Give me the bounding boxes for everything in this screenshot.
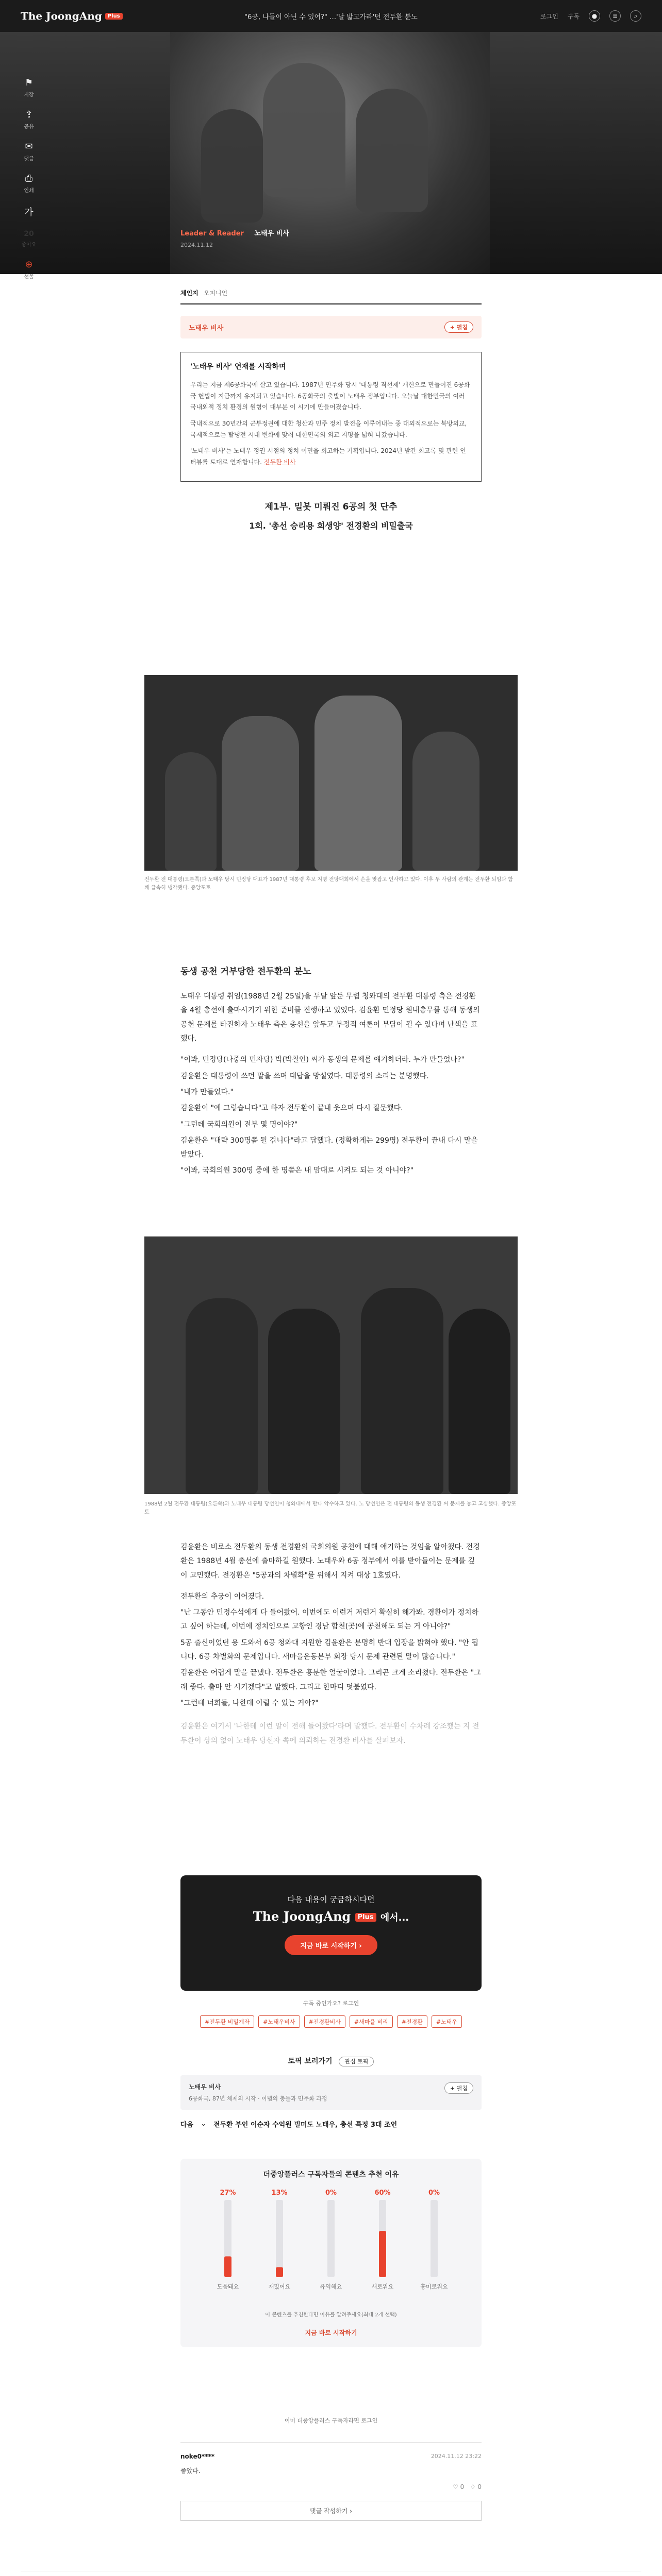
paragraph: "그런데 너희들, 나한테 이럴 수 있는 거야?" [180, 1699, 319, 1707]
chevron-down-icon: ⌄ [201, 2120, 207, 2128]
survey-question: 더중앙플러스 구독자들의 콘텐츠 추천 이유 [263, 2171, 399, 2179]
breadcrumb-item[interactable]: 체인지 [180, 290, 198, 297]
paywall-login-note[interactable]: 구독 중인가요? 로그인 [303, 2000, 359, 2007]
comment-icon: ✉ [25, 141, 33, 152]
subscribe-cta-button[interactable]: 지금 바로 시작하기 › [285, 1935, 377, 1955]
hero-section[interactable]: 노태우 비사 [254, 230, 289, 238]
dislike-icon[interactable]: ♢ [470, 2483, 476, 2490]
article-text [180, 963, 482, 1180]
paragraph: 김윤환은 대통령이 쓰던 말을 쓰며 대답을 망설였다. 대통령의 소리는 분명했다. [180, 1072, 429, 1080]
article-toolbar [18, 77, 40, 280]
paragraph: "이봐, 국회의원 300명 중에 한 명쯤은 내 맘대로 시켜도 되는 것 아니야?" [180, 1166, 414, 1175]
intro-paragraph: 국내적으로 30년간의 군부정권에 대한 청산과 민주 정치 발전을 이루어내는 중 대외적으로는 북방외교, 국제적으로는 탈냉전 시대 변화에 맞춰 대한민국의 외교 지평을 넓혀 나갔습니다. [190, 419, 467, 438]
comment-section [180, 2442, 482, 2521]
bar-value-label: 27% [220, 2189, 236, 2197]
bookmark-button[interactable]: ⚑ 저장 [24, 77, 34, 98]
bar-category-label: 흥미로워요 [420, 2283, 448, 2290]
intro-title: '노태우 비사' 연재를 시작하며 [190, 363, 286, 371]
bar-track [327, 2200, 335, 2277]
header-article-title: "6공, 나들이 아닌 수 있어?" …'날 밟고가라'던 전두환 분노 [244, 13, 418, 21]
photo-caption: 1988년 2월 전두환 대통령(오른쪽)과 노태우 대통령 당선인이 청와대에서 만나 악수하고 있다. 노 당선인은 전 대통령의 동생 전경환 씨 문제를 놓고 고심했다. 중앙포토 [144, 1501, 517, 1515]
write-comment-button[interactable]: 댓글 작성하기 › [180, 2501, 482, 2521]
share-icon: ⇪ [25, 109, 33, 120]
topic-heading: 토픽 보러가기 [288, 2057, 333, 2065]
comment-dislike-count: 0 [477, 2483, 482, 2490]
gift-button[interactable]: ⊕ 선물 [24, 259, 34, 280]
survey-cta-link[interactable]: 지금 바로 시작하기 [305, 2329, 357, 2336]
paywall-box [180, 1875, 482, 1991]
paragraph: "난 그동안 민정수석에게 다 들어왔어. 이번에도 이런거 저런거 확실히 해가봐. 경환이가 정치하고 싶어 하는데, 이번에 정치인으로 고향인 경남 합천(곳)에 공천해도 되는 거 아니야?" [180, 1608, 479, 1631]
comment-text: 좋았다. [180, 2467, 201, 2475]
top-navigation-bar [0, 0, 662, 32]
intro-paragraph: 우리는 지금 제6공화국에 살고 있습니다. 1987년 민주화 당시 '대통령 직선제' 개헌으로 만들어진 6공화국 헌법이 지금까지 유지되고 있습니다. 6공화국의 출발이 노태우 정부입니다. 오늘날 대한민국의 여러 국내외적 정치 환경의 원형이 대부분 이 시기에 만들어졌습니다. [190, 381, 470, 411]
survey-footnote: 이 콘텐츠를 추천한다면 이유를 알려주세요(최대 2개 선택) [265, 2312, 397, 2318]
intro-link[interactable]: 전두환 비사 [263, 458, 296, 466]
tag-chip[interactable]: #새마을 비리 [350, 2015, 393, 2028]
paragraph: 김윤환이 "예 그렇습니다"고 하자 전두환이 끝내 웃으며 다시 질문했다. [180, 1104, 403, 1113]
plus-badge: Plus [355, 1913, 376, 1922]
menu-icon[interactable]: ≡ [609, 10, 621, 22]
photo-caption: 전두환 전 대통령(오른쪽)과 노태우 당시 민정당 대표가 1987년 대통령 후보 지명 전당대회에서 손을 맞잡고 인사하고 있다. 이후 두 사람의 관계는 전두환 퇴임과 함께 급속히 냉각됐다. 중앙포토 [144, 877, 513, 891]
share-button[interactable]: ⇪ 공유 [24, 109, 34, 130]
search-icon[interactable]: ⌕ [630, 10, 641, 22]
like-icon[interactable]: ♡ [453, 2483, 458, 2490]
article-photo [144, 675, 518, 871]
faded-paragraph: 김윤환은 여기서 '나한테 이런 말이 전해 들어왔다'라며 말했다. 전두환이 수차례 강조했는 지 전두환이 상의 없이 노태우 당선자 쪽에 의뢰하는 전경환 비사를 살펴보자. [180, 1722, 479, 1745]
paragraph: 5공 출신이었던 용 도와서 6공 청와대 지원한 김윤환은 분명히 반대 입장을 밝혀야 했다. "안 됩니다. 6공 차별화의 문제입니다. 새마을운동본부 회장 당시 문제 관련된 말이 많습니다." [180, 1638, 478, 1662]
font-size-button[interactable] [24, 205, 33, 218]
font-size-icon: 가 [24, 207, 34, 218]
paywall-brand: The JoongAng Plus 에서... [253, 1909, 409, 1924]
series-card-subtitle: 6공화국, 87년 체제의 시작 · 이념의 충돌과 민주화 과정 [189, 2095, 327, 2102]
print-button[interactable]: ⎙ 인쇄 [24, 173, 34, 194]
intro-paragraph: '노태우 비사'는 노태우 정권 시절의 정치 이면을 회고하는 기획입니다. 2024년 발간 회고록 및 관련 인터뷰를 토대로 연재합니다. 전두환 비사 [190, 447, 466, 466]
paragraph: 김윤환은 "대략 300명쯤 될 겁니다"라고 답했다. (정확하게는 299명) 전두환이 끝내 다시 말을 받았다. [180, 1136, 478, 1159]
tag-chip[interactable]: #전경환 [397, 2015, 427, 2028]
print-icon: ⎙ [25, 173, 33, 184]
section-heading: 동생 공천 거부당한 전두환의 분노 [180, 967, 311, 977]
survey-login-note[interactable]: 이미 더중앙플러스 구독자라면 로그인 [284, 2417, 378, 2424]
user-icon[interactable]: ● [589, 10, 600, 22]
bar-3 [379, 2231, 386, 2277]
article-body [180, 289, 482, 531]
series-banner[interactable] [180, 316, 482, 338]
paragraph: "이봐, 민정당(나중의 민자당) 박(박철언) 씨가 동생의 문제를 얘기하더라. 누가 만들었나?" [180, 1056, 465, 1064]
tag-chip[interactable]: #노태우 [432, 2015, 462, 2028]
topic-navigation [180, 2056, 482, 2129]
paragraph: 전두환의 추궁이 이어졌다. [180, 1592, 264, 1601]
comment-author: noke0**** [180, 2453, 215, 2460]
bar-category-label: 재밌어요 [268, 2283, 291, 2290]
hero-image [0, 32, 662, 274]
hero-date: 2024.11.12 [180, 242, 213, 248]
bar-track [276, 2200, 283, 2277]
bar-track [431, 2200, 438, 2277]
bar-value-label: 60% [374, 2189, 391, 2197]
comment-like-count: 0 [460, 2483, 465, 2490]
next-title: 전두환 부인 이순자 수억원 빌미도 노태우, 총선 특정 3대 조언 [213, 2121, 398, 2129]
series-card-toggle[interactable]: + 펼침 [444, 2082, 473, 2094]
plus-badge: Plus [105, 13, 123, 20]
series-toggle-button[interactable]: + 펼침 [444, 321, 473, 333]
breadcrumb [180, 289, 482, 304]
paywall-line: 다음 내용이 궁금하시다면 [287, 1895, 375, 1904]
subscribe-link[interactable]: 구독 [567, 12, 580, 20]
hero-kicker: Leader & Reader [180, 230, 244, 238]
bar-value-label: 13% [271, 2189, 288, 2197]
episode-title: 1회. '총선 승리용 희생양' 전경환의 비밀출국 [249, 521, 413, 531]
breadcrumb-item[interactable]: 오피니언 [203, 290, 228, 297]
article-text [180, 1540, 482, 1750]
series-card-title: 노태우 비사 [189, 2083, 221, 2091]
series-card[interactable] [180, 2075, 482, 2110]
comment-date: 2024.11.12 23:22 [431, 2453, 482, 2460]
next-label: 다음 [180, 2121, 194, 2129]
site-logo[interactable] [21, 10, 123, 22]
comment-button[interactable]: ✉ 댓글 [24, 141, 34, 162]
bar-category-label: 새로워요 [371, 2283, 394, 2290]
bar-value-label: 0% [428, 2189, 440, 2197]
tag-chip[interactable]: #전경환비사 [304, 2015, 345, 2028]
series-label: 노태우 비사 [189, 324, 224, 332]
paragraph: 노태우 대통령 취임(1988년 2월 25일)을 두달 앞둔 무렵 청와대의 전두환 대통령 측은 전경환을 4월 총선에 출마시키기 위한 준비를 진행하고 있었다. 김윤환 민정당 원내총무를 통해 동생의 공천 문제를 타진하자 노태우 측은 총선을 앞두고 부정적 여론이 부담이 될 수 있다며 난색을 표했다. [180, 992, 480, 1043]
bar-category-label: 도움돼요 [217, 2283, 239, 2290]
paragraph: 김윤환은 비로소 전두환의 동생 전경환의 국회의원 공천에 대해 얘기하는 것임을 알아챘다. 전경환은 1988년 4월 총선에 출마하길 원했다. 노태우와 6공 정부에서 이를 받아들이는 문제를 깊이 고민했다. 전경환은 "5공과의 차별화"를 위해서 지켜 대상 1호였다. [180, 1543, 480, 1580]
topic-follow-button[interactable]: 관심 토픽 [339, 2057, 374, 2066]
next-article-link[interactable] [180, 2119, 482, 2129]
tag-list [180, 2015, 482, 2028]
paragraph: 김윤환은 어렵게 말을 끝냈다. 전두환은 흥분한 얼굴이었다. 그리곤 크게 소리쳤다. 전두환은 "그래 좋다. 출마 안 시키겠다"고 말했다. 그리고 한마디 덧붙였다. [180, 1669, 481, 1691]
series-intro-box [180, 352, 482, 482]
recommendation-survey [180, 2159, 482, 2347]
bar-0 [224, 2257, 231, 2278]
paragraph: "그런데 국회의원이 전부 몇 명이야?" [180, 1120, 298, 1129]
bar-value-label: 0% [325, 2189, 337, 2197]
paragraph: "내가 만들었다." [180, 1088, 234, 1096]
article-photo [144, 1236, 518, 1494]
login-link[interactable]: 로그인 [540, 12, 558, 20]
like-count: 20 [24, 230, 34, 238]
gift-icon: ⊕ [25, 259, 33, 270]
tag-chip[interactable]: #전두환 비밀계좌 [200, 2015, 254, 2028]
logo-text: The JoongAng [21, 10, 102, 22]
bookmark-icon: ⚑ [24, 77, 34, 88]
tag-chip[interactable]: #노태우비사 [258, 2015, 300, 2028]
bar-1 [276, 2267, 283, 2278]
bar-category-label: 유익해요 [320, 2283, 342, 2290]
like-button[interactable]: 20 좋아요 [21, 230, 37, 248]
survey-bar-chart [202, 2184, 460, 2303]
part-title: 제1부. 밀봇 미뤄진 6공의 첫 단추 [264, 502, 398, 513]
